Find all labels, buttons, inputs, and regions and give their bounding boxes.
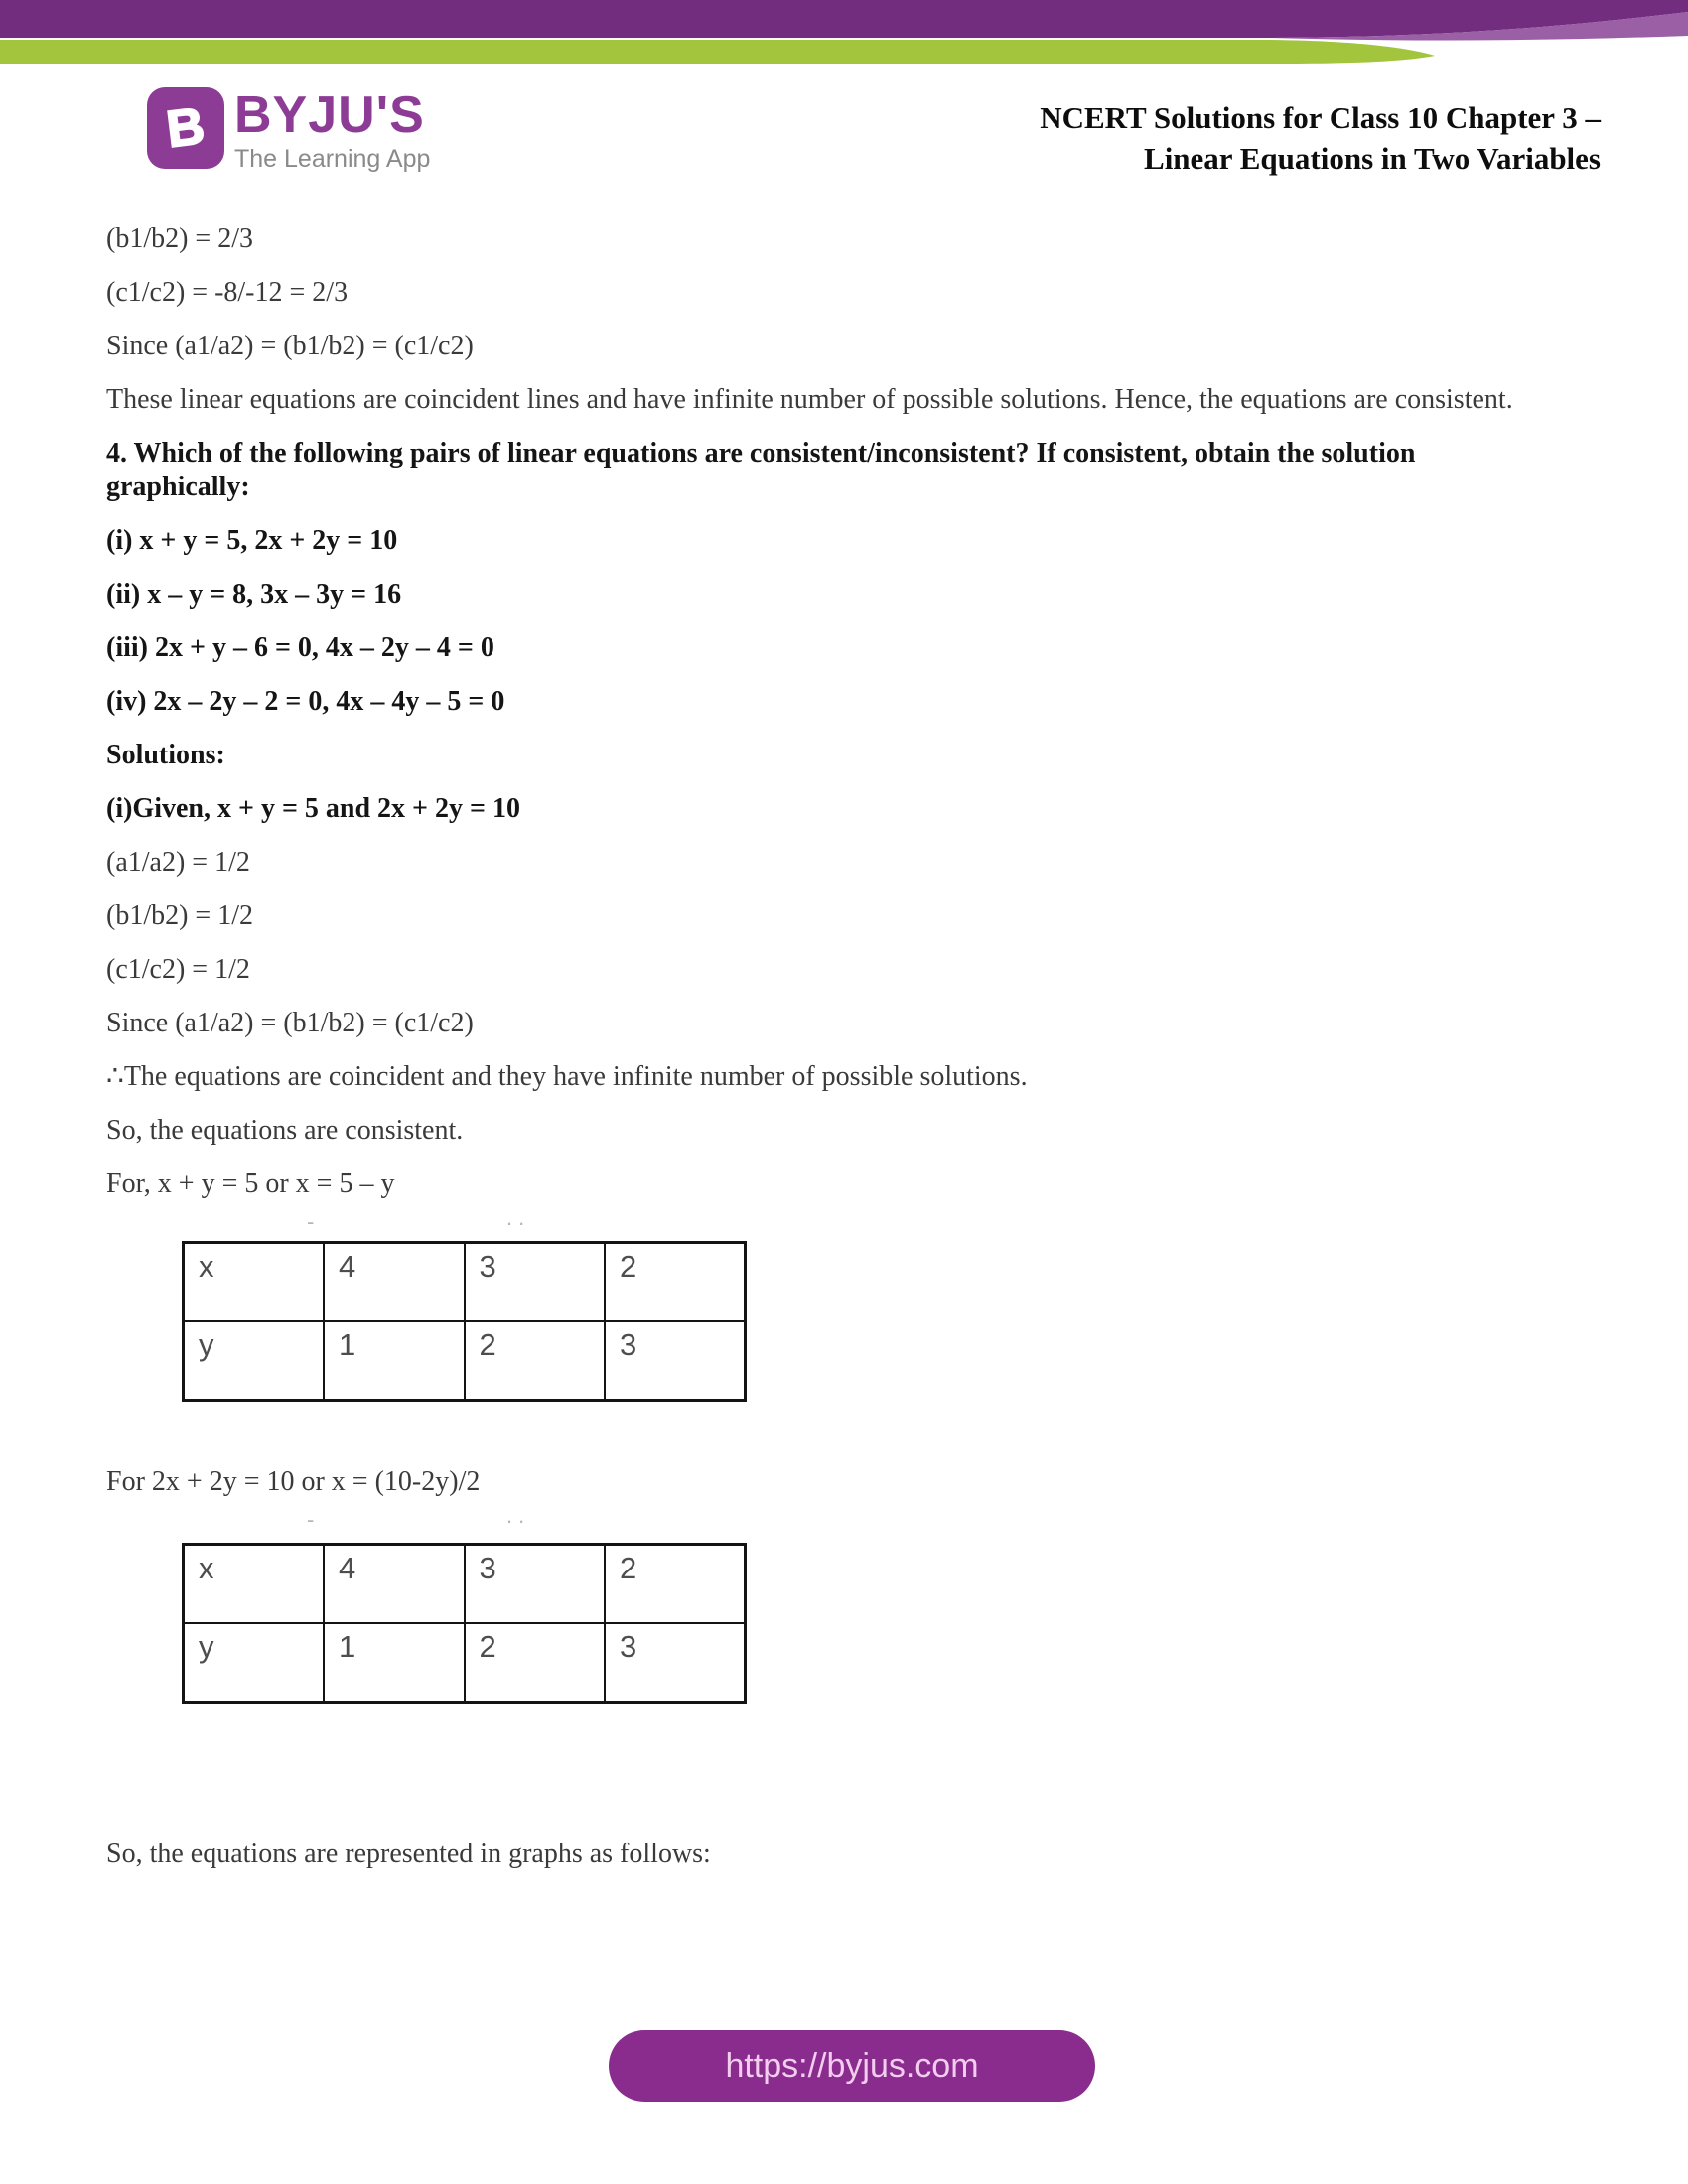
equation-pair-iv: (iv) 2x – 2y – 2 = 0, 4x – 4y – 5 = 0 <box>106 686 505 717</box>
consistent-line: So, the equations are consistent. <box>106 1115 464 1146</box>
brand-name: BYJU'S <box>234 86 425 144</box>
page-title <box>846 97 1601 179</box>
byjus-logo-text <box>234 87 430 173</box>
ghost-dash: - <box>307 1507 315 1532</box>
ghost-dash: - <box>307 1209 315 1234</box>
table-cell: 2 <box>465 1321 606 1401</box>
table-cell: 2 <box>605 1243 746 1322</box>
banner-purple-band <box>0 0 1688 38</box>
table-cell: y <box>184 1321 325 1401</box>
table-cell: 4 <box>324 1243 465 1322</box>
ghost-dots: .. <box>506 1503 531 1528</box>
table-cell: 2 <box>605 1545 746 1624</box>
equation-pair-ii: (ii) x – y = 8, 3x – 3y = 16 <box>106 579 402 610</box>
table-cell: 4 <box>324 1545 465 1624</box>
table-cell: y <box>184 1623 325 1703</box>
table-cell: x <box>184 1545 325 1624</box>
brand-tagline: The Learning App <box>234 145 431 173</box>
table-cell: 1 <box>324 1623 465 1703</box>
faded-caption-marks-2 <box>106 1503 1541 1533</box>
banner-green-band <box>0 40 1435 64</box>
table-row-x <box>184 1243 746 1322</box>
content-body <box>106 222 1541 1891</box>
solutions-heading: Solutions: <box>106 740 225 770</box>
for-equation-1: For, x + y = 5 or x = 5 – y <box>106 1168 395 1199</box>
therefore-line: ∴The equations are coincident and they have infinite number of possible solutions. <box>106 1061 1028 1092</box>
ratio-b1b2: (b1/b2) = 1/2 <box>106 900 253 931</box>
equation-pair-i: (i) x + y = 5, 2x + 2y = 10 <box>106 525 398 556</box>
footer-url-button[interactable] <box>609 2030 1095 2102</box>
paragraph-c1c2: (c1/c2) = -8/-12 = 2/3 <box>106 277 349 308</box>
paragraph-coincident-note: These linear equations are coincident lines and have infinite number of possible solutions. Hence, the equations are consistent. <box>106 384 1513 415</box>
equation-pair-iii: (iii) 2x + y – 6 = 0, 4x – 2y – 4 = 0 <box>106 632 494 663</box>
header-banner <box>0 0 1688 79</box>
values-table-2 <box>182 1543 747 1704</box>
table-cell: 3 <box>465 1243 606 1322</box>
table-cell: 3 <box>605 1623 746 1703</box>
values-table-1 <box>182 1241 747 1402</box>
byjus-logo <box>147 87 430 173</box>
page-title-line2: Linear Equations in Two Variables <box>1144 141 1601 176</box>
footer-url-text: https://byjus.com <box>725 2046 979 2085</box>
paragraph-b1b2: (b1/b2) = 2/3 <box>106 223 253 254</box>
faded-caption-marks-1 <box>106 1205 1541 1235</box>
for-equation-2: For 2x + 2y = 10 or x = (10-2y)/2 <box>106 1466 481 1497</box>
ghost-dots: .. <box>506 1205 531 1230</box>
graphs-intro-line: So, the equations are represented in graphs as follows: <box>106 1839 711 1869</box>
page-title-line1: NCERT Solutions for Class 10 Chapter 3 – <box>1040 100 1601 135</box>
table-row-y <box>184 1321 746 1401</box>
table-cell: x <box>184 1243 325 1322</box>
question-4-heading: 4. Which of the following pairs of linear equations are consistent/inconsistent? If consistent, obtain the solution graphically: <box>106 438 1416 502</box>
given-line: (i)Given, x + y = 5 and 2x + 2y = 10 <box>106 793 520 824</box>
table-cell: 3 <box>465 1545 606 1624</box>
byjus-b-letter: B <box>163 96 209 160</box>
table-cell: 2 <box>465 1623 606 1703</box>
table-cell: 1 <box>324 1321 465 1401</box>
paragraph-since-1: Since (a1/a2) = (b1/b2) = (c1/c2) <box>106 331 474 361</box>
byjus-b-icon <box>147 87 224 169</box>
paragraph-since-2: Since (a1/a2) = (b1/b2) = (c1/c2) <box>106 1008 474 1038</box>
ratio-a1a2: (a1/a2) = 1/2 <box>106 847 250 878</box>
ratio-c1c2: (c1/c2) = 1/2 <box>106 954 250 985</box>
table-cell: 3 <box>605 1321 746 1401</box>
table-row-x <box>184 1545 746 1624</box>
table-row-y <box>184 1623 746 1703</box>
